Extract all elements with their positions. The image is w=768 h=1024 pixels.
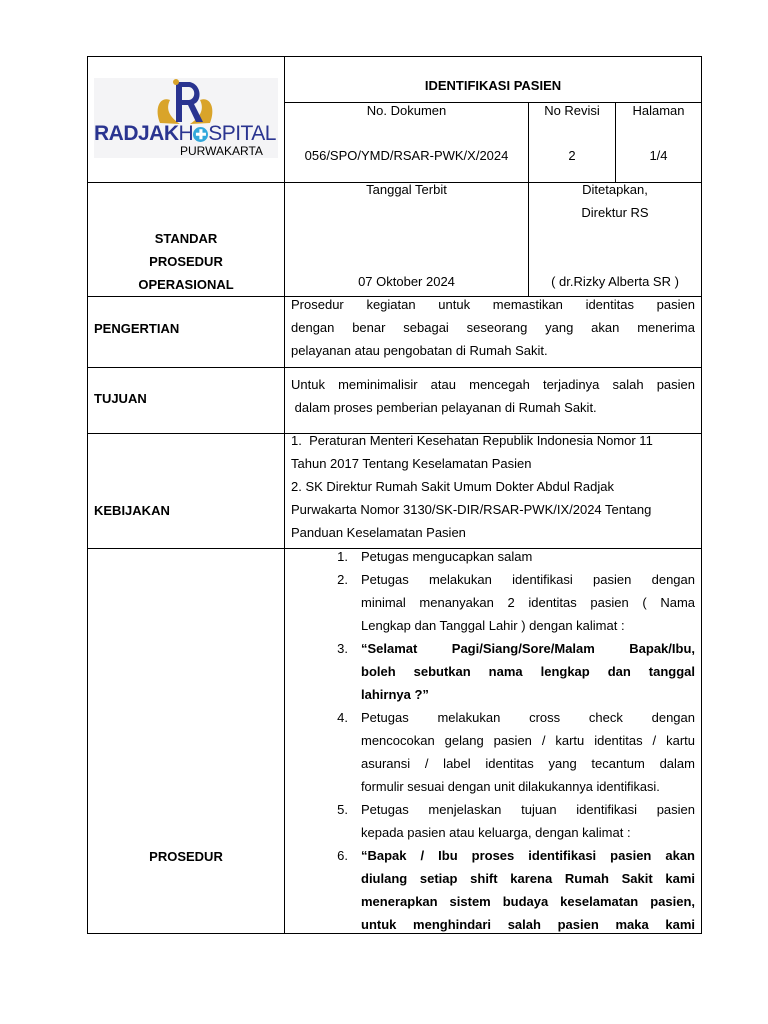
prosedur-item-line: formulir sesuai dengan unit dilakukannya identifikasi. [361, 779, 660, 794]
prosedur-item [330, 545, 696, 568]
prosedur-item-line: kepada pasien atau keluarga, dengan kalimat : [361, 825, 631, 840]
pengertian-text [291, 293, 695, 362]
tanggal-terbit-value: 07 Oktober 2024 [358, 274, 455, 289]
logo-emblem-icon [150, 78, 220, 128]
prosedur-item [330, 706, 696, 798]
kebijakan-line: Panduan Keselamatan Pasien [291, 525, 466, 540]
prosedur-item-line: minimal menanyakan 2 identitas pasien ( Nama [361, 595, 695, 610]
prosedur-item [330, 798, 696, 844]
prosedur-item-line: asuransi / label identitas yang tecantum dalam [361, 756, 695, 771]
logo-brand-h: H [178, 122, 194, 145]
prosedur-item-line: Petugas melakukan cross check dengan [361, 710, 695, 725]
kebijakan-line: 2. SK Direktur Rumah Sakit Umum Dokter Abdul Radjak [291, 479, 614, 494]
hospital-logo [94, 78, 278, 158]
prosedur-item-line: menerapkan sistem budaya keselamatan pasien, [361, 894, 695, 909]
prosedur-item-line: Petugas melakukan identifikasi pasien dengan [361, 572, 695, 587]
tujuan-label: TUJUAN [94, 391, 147, 406]
logo-brand-left: RADJAK [94, 122, 179, 145]
kebijakan-line: 1. Peraturan Menteri Kesehatan Republik Indonesia Nomor 11 [291, 433, 653, 448]
prosedur-item [330, 844, 696, 936]
tujuan-text [291, 373, 695, 419]
prosedur-item [330, 637, 696, 706]
prosedur-list [330, 545, 696, 936]
prosedur-item-number: 4. [337, 710, 348, 725]
pengertian-line: dengan benar sebagai seseorang yang akan menerima [291, 320, 695, 335]
prosedur-item-number: 2. [337, 572, 348, 587]
prosedur-item-number: 5. [337, 802, 348, 817]
prosedur-label: PROSEDUR [149, 849, 223, 864]
pengertian-line: Prosedur kegiatan untuk memastikan identitas pasien [291, 297, 695, 312]
prosedur-item-number: 6. [337, 848, 348, 863]
logo-cross-icon: ✚ [193, 127, 208, 142]
prosedur-item-line: Lengkap dan Tanggal Lahir ) dengan kalimat : [361, 618, 625, 633]
prosedur-item-line: untuk menghindari salah pasien maka kami [361, 917, 695, 932]
halaman-label: Halaman [632, 103, 685, 118]
prosedur-item-line: “Selamat Pagi/Siang/Sore/Malam Bapak/Ibu, [361, 641, 695, 656]
halaman-value: 1/4 [649, 148, 668, 163]
logo-city: PURWAKARTA [180, 144, 263, 158]
tujuan-line: Untuk meminimalisir atau mencegah terjadinya salah pasien [291, 377, 695, 392]
prosedur-item-number: 3. [337, 641, 348, 656]
prosedur-item-line: Petugas mengucapkan salam [361, 549, 533, 564]
prosedur-item-line: “Bapak / Ibu proses identifikasi pasien akan [361, 848, 695, 863]
spo-label-line1: STANDAR [154, 231, 218, 246]
spo-label-line2: PROSEDUR [149, 254, 223, 269]
prosedur-item-line: Petugas menjelaskan tujuan identifikasi pasien [361, 802, 695, 817]
tanggal-terbit-label: Tanggal Terbit [366, 182, 447, 197]
prosedur-item-line: mencocokan gelang pasien / kartu identitas / kartu [361, 733, 695, 748]
prosedur-item [330, 568, 696, 637]
prosedur-item-number: 1. [337, 549, 348, 564]
kebijakan-text [291, 429, 695, 544]
spo-label-line3: OPERASIONAL [138, 277, 234, 292]
kebijakan-label: KEBIJAKAN [94, 503, 170, 518]
ditetapkan-label: Ditetapkan, [582, 182, 648, 197]
tujuan-line: dalam proses pemberian pelayanan di Rumah Sakit. [291, 400, 597, 415]
pengertian-line: pelayanan atau pengobatan di Rumah Sakit. [291, 343, 548, 358]
kebijakan-line: Purwakarta Nomor 3130/SK-DIR/RSAR-PWK/IX/2024 Tentang [291, 502, 652, 517]
direktur-label: Direktur RS [581, 205, 649, 220]
prosedur-item-line: boleh sebutkan nama lengkap dan tanggal [361, 664, 695, 679]
no-revisi-label: No Revisi [544, 103, 600, 118]
kebijakan-line: Tahun 2017 Tentang Keselamatan Pasien [291, 456, 532, 471]
direktur-name: ( dr.Rizky Alberta SR ) [551, 274, 679, 289]
prosedur-item-line: lahirnya ?” [361, 687, 429, 702]
document-title: IDENTIFIKASI PASIEN [424, 78, 562, 93]
spo-label [88, 227, 284, 296]
no-dokumen-label: No. Dokumen [366, 103, 447, 118]
no-dokumen-value: 056/SPO/YMD/RSAR-PWK/X/2024 [304, 148, 509, 163]
no-revisi-value: 2 [568, 148, 576, 163]
prosedur-item-line: diulang setiap shift karena Rumah Sakit kami [361, 871, 695, 886]
pengertian-label: PENGERTIAN [94, 321, 180, 336]
logo-brand-right: SPITAL [208, 122, 276, 145]
